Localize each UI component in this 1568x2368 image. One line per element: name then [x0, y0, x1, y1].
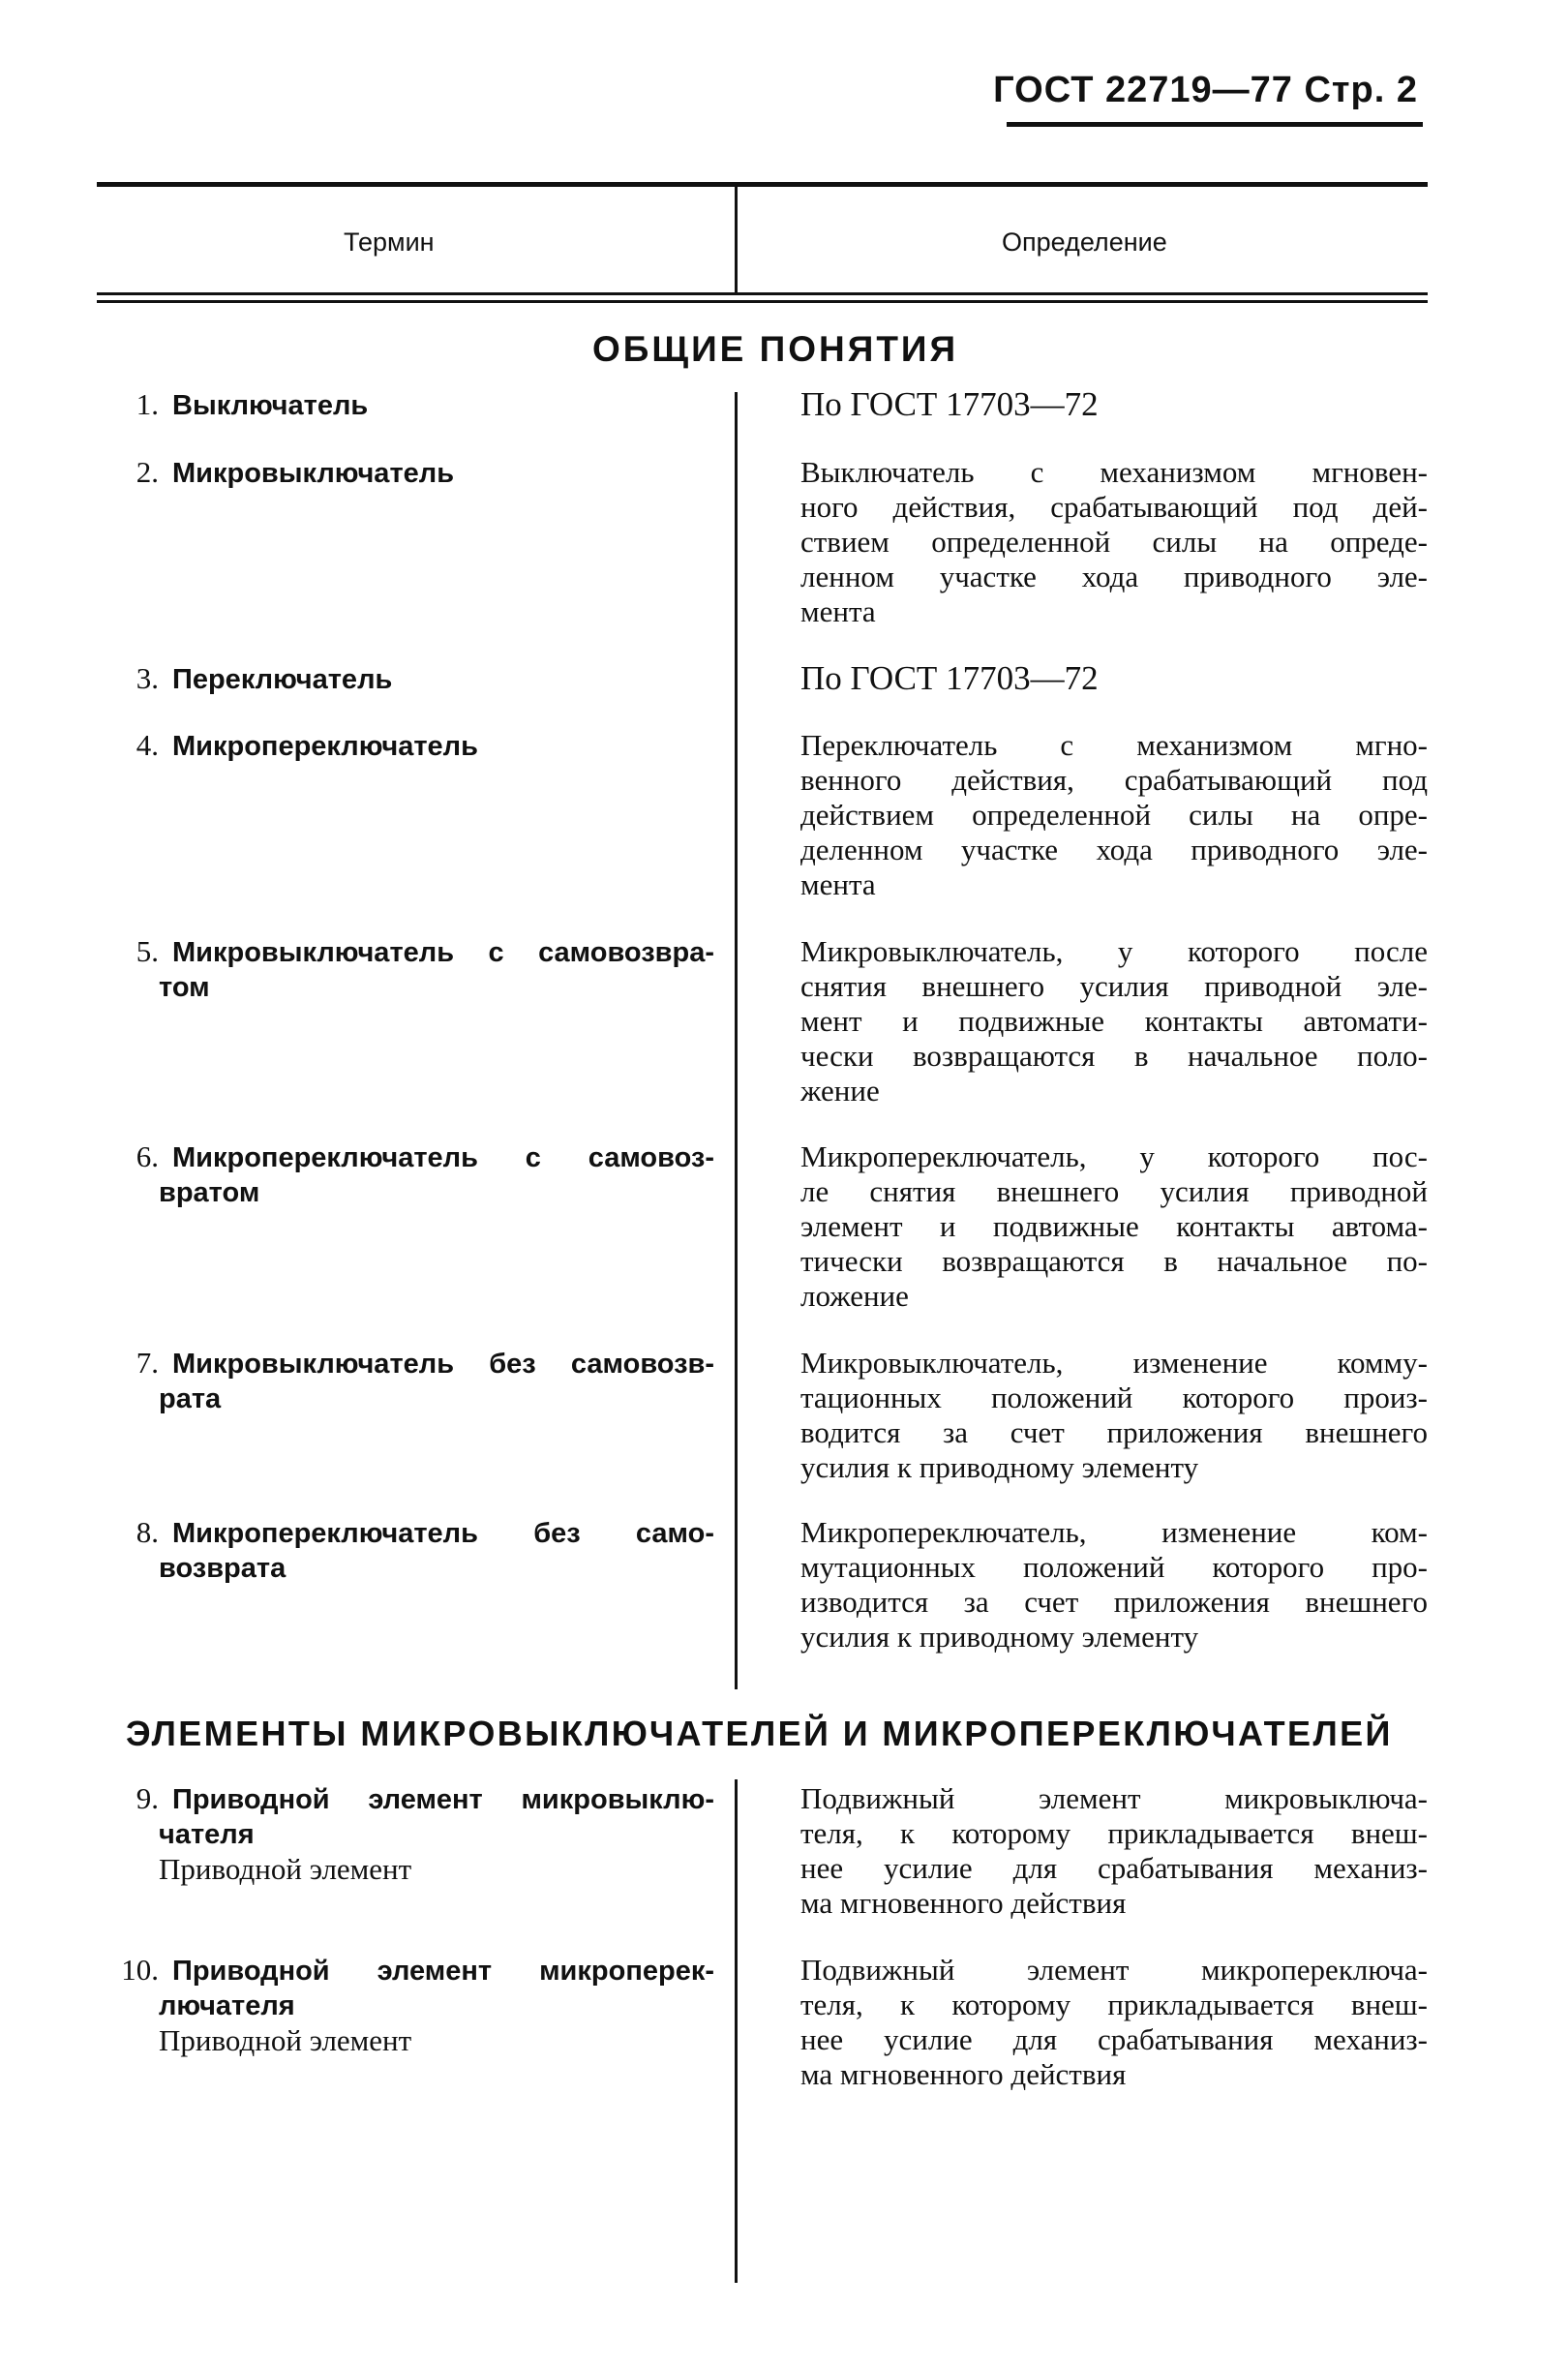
column-divider-section-1 [735, 392, 738, 1689]
definition-line: усилия к приводному элементу [800, 1450, 1199, 1484]
definition-cell [800, 387, 1428, 422]
definition-line: Подвижный элемент микровыключа- [800, 1781, 1428, 1815]
term-number: 10. [121, 1953, 159, 1987]
term-name: Микровыключатель без самовозв- [172, 1349, 714, 1380]
definition-line: тационных положений которого произ- [800, 1381, 1428, 1414]
term-name: чателя [159, 1819, 255, 1850]
definition-line: ленном участке хода приводного эле- [800, 560, 1428, 593]
definition-line: теля, к которому прикладывается внеш- [800, 1816, 1428, 1850]
column-header-term: Термин [344, 228, 435, 257]
definition-line: тически возвращаются в начальное по- [800, 1244, 1428, 1278]
definition-line: мутационных положений которого про- [800, 1550, 1428, 1584]
definition-line: мента [800, 594, 876, 628]
definition-line: Микропереключатель, у которого пос- [800, 1139, 1428, 1173]
definition-line: водится за счет приложения внешнего [800, 1415, 1428, 1449]
term-name: Микровыключатель [172, 458, 455, 489]
definition-line: ма мгновенного действия [800, 1886, 1127, 1920]
term-name: том [159, 972, 210, 1003]
term-number: 8. [136, 1515, 159, 1549]
definition-cell [800, 455, 1428, 629]
definition-line: Выключатель с механизмом мгновен- [800, 455, 1428, 489]
table-top-rule [97, 182, 1428, 187]
definition-cell [800, 1346, 1428, 1485]
definition-line: Подвижный элемент микропереключа- [800, 1953, 1428, 1987]
definition-line: мента [800, 867, 876, 901]
definition-line: мент и подвижные контакты автомати- [800, 1004, 1428, 1038]
term-number: 9. [136, 1781, 159, 1815]
term-name: рата [159, 1383, 222, 1414]
standard-number: ГОСТ 22719—77 [993, 70, 1293, 110]
definition-line: Микровыключатель, изменение комму- [800, 1346, 1428, 1380]
definition-line: элемент и подвижные контакты автома- [800, 1209, 1428, 1243]
definition-cell [800, 1953, 1428, 2092]
page-header [993, 70, 1418, 111]
definition-line: изводится за счет приложения внешнего [800, 1585, 1428, 1619]
definition-line: нее усилие для срабатывания механиз- [800, 2022, 1428, 2056]
term-cell [105, 1139, 716, 1210]
term-name: возврата [159, 1553, 286, 1584]
page-number: Стр. 2 [1304, 70, 1418, 110]
term-name: Выключатель [172, 390, 369, 421]
definition-line: венного действия, срабатывающий под [800, 763, 1428, 797]
term-name: Приводной элемент микровыклю- [172, 1784, 714, 1815]
definition-line: Микропереключатель, изменение ком- [800, 1515, 1428, 1549]
definition-cell [800, 1515, 1428, 1655]
definition-line: По ГОСТ 17703—72 [800, 659, 1099, 697]
definition-line: снятия внешнего усилия приводной эле- [800, 969, 1428, 1003]
term-number: 5. [136, 934, 159, 968]
table-header-rule [97, 292, 1428, 295]
term-cell [105, 1346, 716, 1416]
term-number: 6. [136, 1139, 159, 1173]
column-header-definition: Определение [1002, 228, 1167, 257]
definition-line: ствием определенной силы на опреде- [800, 525, 1428, 559]
term-cell [105, 387, 716, 423]
definition-line: жение [800, 1074, 880, 1108]
definition-line: ле снятия внешнего усилия приводной [800, 1174, 1428, 1208]
term-name: лючателя [159, 1990, 295, 2021]
term-number: 1. [136, 387, 159, 421]
section-title: ОБЩИЕ ПОНЯТИЯ [592, 329, 959, 369]
term-cell [105, 1515, 716, 1586]
header-rule [1007, 122, 1423, 127]
term-cell [105, 728, 716, 764]
term-name: Микропереключатель [172, 731, 478, 762]
term-number: 7. [136, 1346, 159, 1380]
term-name: Микровыключатель с самовозвра- [172, 937, 714, 968]
definition-line: ма мгновенного действия [800, 2057, 1127, 2091]
definition-cell [800, 1781, 1428, 1921]
term-number: 2. [136, 455, 159, 489]
definition-line: усилия к приводному элементу [800, 1620, 1199, 1654]
definition-line: нее усилие для срабатывания механиз- [800, 1851, 1428, 1885]
term-number: 4. [136, 728, 159, 762]
definition-line: чески возвращаются в начальное поло- [800, 1039, 1428, 1073]
term-name: Микропереключатель без само- [172, 1518, 714, 1549]
term-number: 3. [136, 661, 159, 695]
definition-cell [800, 661, 1428, 696]
term-cell [105, 455, 716, 491]
term-cell [105, 1953, 716, 2058]
term-name: вратом [159, 1177, 260, 1208]
definition-cell [800, 1139, 1428, 1314]
term-synonym: Приводной элемент [159, 1852, 412, 1886]
term-synonym: Приводной элемент [159, 2023, 412, 2057]
term-cell [105, 661, 716, 697]
definition-cell [800, 728, 1428, 902]
term-cell [105, 1781, 716, 1887]
definition-line: ложение [800, 1279, 909, 1313]
column-divider-header [735, 187, 738, 295]
definition-line: Микровыключатель, у которого после [800, 934, 1428, 968]
section-title: ЭЛЕМЕНТЫ МИКРОВЫКЛЮЧАТЕЛЕЙ И МИКРОПЕРЕКЛЮЧАТЕЛЕЙ [126, 1714, 1393, 1753]
definition-line: действием определенной силы на опре- [800, 798, 1428, 832]
term-cell [105, 934, 716, 1005]
table-header-rule-double [97, 300, 1428, 303]
definition-line: теля, к которому прикладывается внеш- [800, 1988, 1428, 2021]
term-name: Микропереключатель с самовоз- [172, 1142, 714, 1173]
column-divider-section-2 [735, 1779, 738, 2283]
term-name: Приводной элемент микроперек- [172, 1956, 714, 1987]
term-name: Переключатель [172, 664, 393, 695]
definition-line: ного действия, срабатывающий под дей- [800, 490, 1428, 524]
definition-line: Переключатель с механизмом мгно- [800, 728, 1428, 762]
definition-cell [800, 934, 1428, 1108]
definition-line: деленном участке хода приводного эле- [800, 833, 1428, 866]
definition-line: По ГОСТ 17703—72 [800, 385, 1099, 423]
